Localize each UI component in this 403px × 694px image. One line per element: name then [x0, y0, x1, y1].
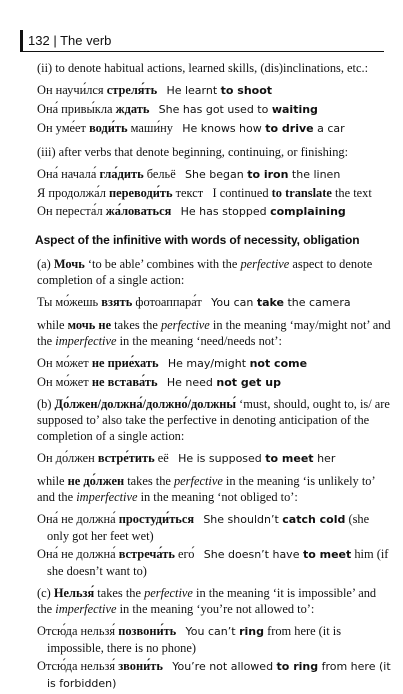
paragraph-a-negation: while мочь не takes the perfective in the meaning ‘may/might not’ and the imperfective in the meaning ‘need/needs not’: — [37, 318, 391, 348]
paragraph-b: (b) До́лжен/должна́/должно́/должны́ ‘must, should, ought to, is/ are supposed to’ also take the perfective in denoting anticipation of the completion of a single action: — [37, 397, 390, 443]
paragraph-a: (a) Мочь ‘to be able’ combines with the perfective aspect to denote completion of a single action: — [37, 257, 373, 287]
example-line: Отсю́да нельзя́ позвони́ть You can’t ring from here (it is impossible, there is no phone) — [37, 624, 342, 655]
header-separator: | — [53, 33, 57, 48]
header-rule — [20, 51, 384, 52]
example-line: Она́ привы́кла ждать She has got used to waiting — [37, 102, 318, 116]
example-line: Он мо́жет не прие́хать He may/might not come — [37, 356, 308, 370]
example-line: Ты мо́жешь взять фотоаппара́т You can take the camera — [37, 295, 351, 309]
section-ii-intro: (ii) to denote habitual actions, learned skills, (dis)inclinations, etc.: — [37, 61, 369, 75]
example-line: Я продолжа́л переводи́ть текст I continued to translate the text — [37, 186, 372, 200]
section-heading: Aspect of the infinitive with words of necessity, obligation — [35, 233, 360, 247]
page-number: 132 — [28, 33, 50, 48]
example-line: Он научи́лся стреля́ть He learnt to shoot — [37, 83, 273, 97]
example-line: Он уме́ет води́ть маши́ну He knows how to drive a car — [37, 121, 345, 135]
paragraph-c: (c) Нельзя́ takes the perfective in the meaning ‘it is impossible’ and the imperfective in the meaning ‘you’re not allowed to’: — [37, 586, 377, 616]
example-line: Он до́лжен встре́тить её He is supposed to meet her — [37, 451, 336, 465]
example-line: Она́ начала́ гла́дить бельё She began to iron the linen — [37, 167, 341, 181]
example-line: Он переста́л жа́ловаться He has stopped complaining — [37, 204, 346, 218]
chapter-title: The verb — [60, 33, 112, 48]
running-header — [28, 33, 111, 48]
example-line: Она́ не должна́ простуди́ться She shouldn’t catch cold (she only got her feet wet) — [37, 512, 370, 543]
page-body — [37, 60, 392, 694]
section-iii-intro: (iii) after verbs that denote beginning, continuing, or finishing: — [37, 145, 349, 159]
paragraph-b-negation: while не до́лжен takes the perfective in the meaning ‘is unlikely to’ and the imperfective in the meaning ‘not obliged to’: — [37, 474, 375, 504]
example-line: Она́ не должна́ встреча́ть его́ She doesn’t have to meet him (if she doesn’t want to) — [37, 547, 389, 578]
example-line: Отсю́да нельзя́ звони́ть You’re not allowed to ring from here (it is forbidden) — [37, 659, 391, 690]
header-bar — [20, 30, 23, 52]
example-line: Он мо́жет не встава́ть He need not get up — [37, 375, 281, 389]
